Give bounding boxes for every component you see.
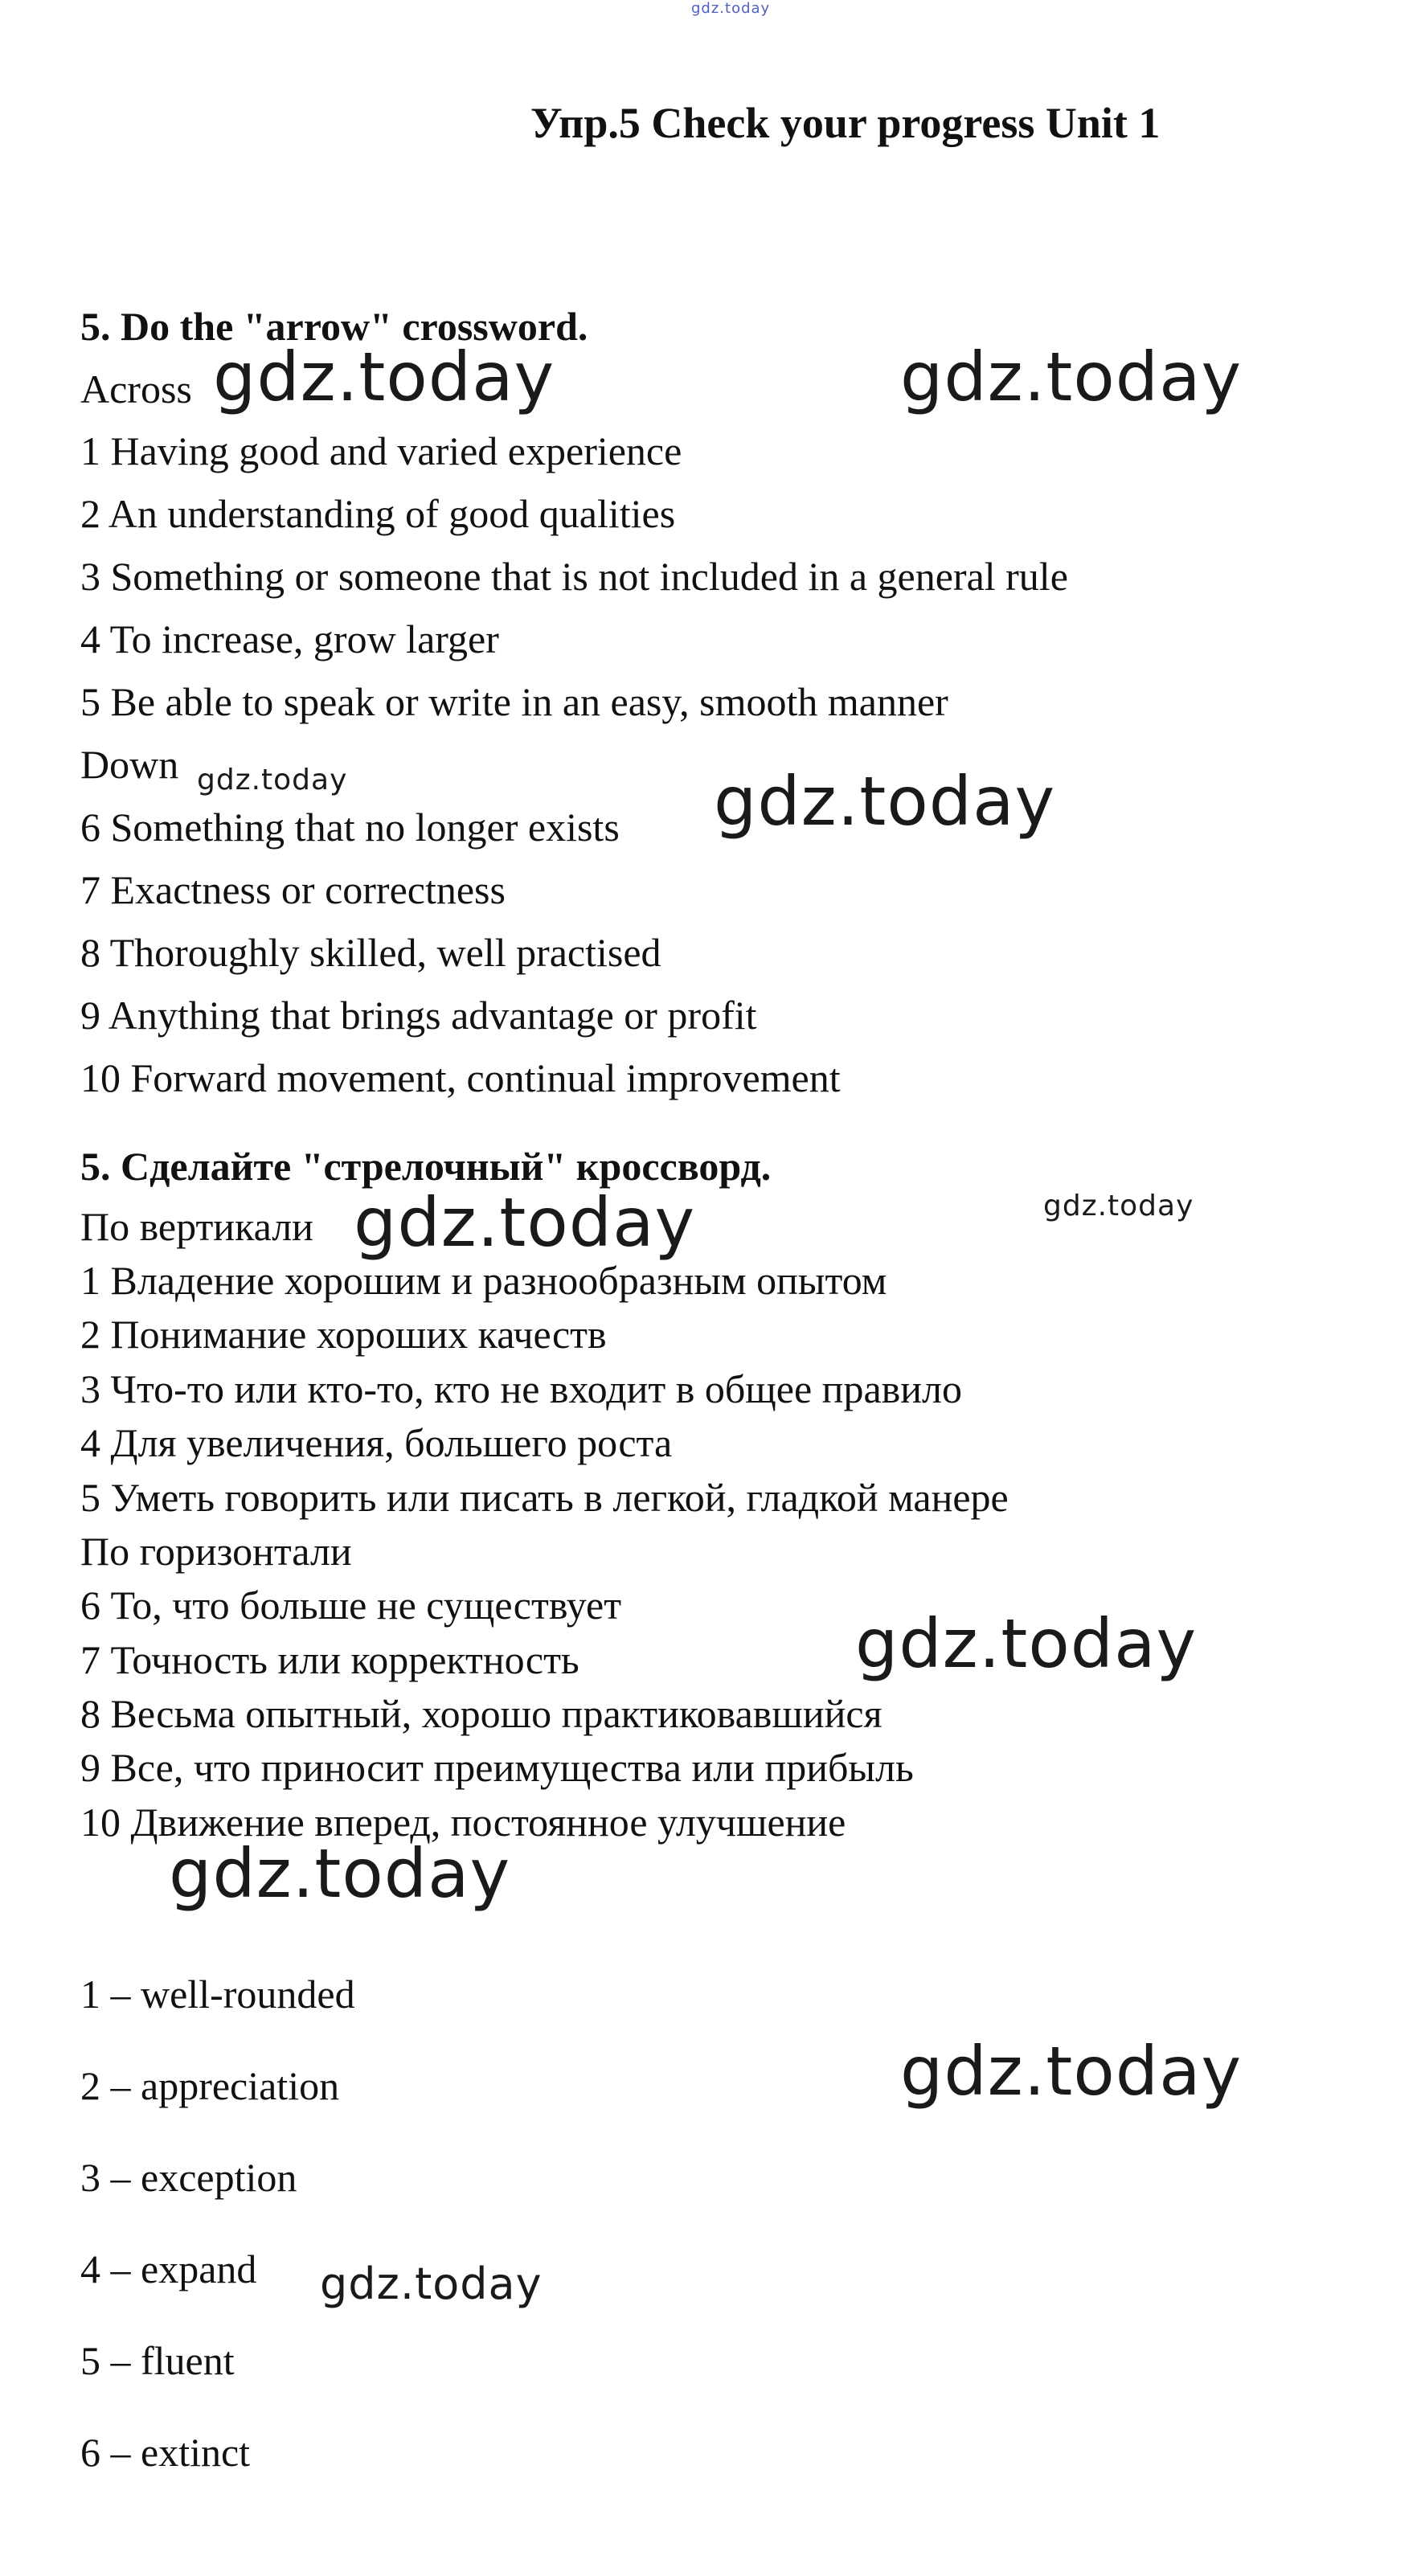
down-item-10: 10 Forward movement, continual improvement	[80, 1055, 841, 1100]
answer-5: 5 – fluent	[80, 2338, 235, 2383]
across-item-2: 2 An understanding of good qualities	[80, 491, 676, 536]
across-item-4: 4 To increase, grow larger	[80, 616, 499, 661]
answer-6: 6 – extinct	[80, 2430, 251, 2475]
page-title: Упр.5 Check your progress Unit 1	[530, 99, 1161, 147]
watermark-5: gdz.today	[354, 1183, 696, 1262]
watermark-1: gdz.today	[213, 338, 555, 416]
horizontal-item-10: 10 Движение вперед, постоянное улучшение	[80, 1800, 846, 1845]
russian-heading: 5. Сделайте "стрелочный" кроссворд.	[80, 1144, 772, 1189]
answer-3: 3 – exception	[80, 2155, 297, 2200]
horizontal-item-6: 6 То, что больше не существует	[80, 1583, 622, 1628]
vertical-item-2: 2 Понимание хороших качеств	[80, 1312, 607, 1357]
down-label: Down	[80, 742, 179, 787]
watermark-10: gdz.today	[320, 2259, 543, 2309]
watermark-6: gdz.today	[1043, 1190, 1194, 1222]
down-item-6: 6 Something that no longer exists	[80, 805, 620, 850]
watermark-top: gdz.today	[691, 0, 771, 17]
down-item-9: 9 Anything that brings advantage or profit	[80, 993, 757, 1038]
english-heading: 5. Do the "arrow" crossword.	[80, 304, 588, 349]
across-item-5: 5 Be able to speak or write in an easy, smooth manner	[80, 679, 948, 724]
vertical-item-5: 5 Уметь говорить или писать в легкой, гладкой манере	[80, 1475, 1009, 1520]
across-item-3: 3 Something or someone that is not included in a general rule	[80, 554, 1068, 599]
vertical-item-4: 4 Для увеличения, большего роста	[80, 1420, 673, 1465]
horizontal-item-7: 7 Точность или корректность	[80, 1637, 579, 1682]
answer-1: 1 – well-rounded	[80, 1972, 355, 2017]
vertical-item-1: 1 Владение хорошим и разнообразным опытом	[80, 1258, 887, 1303]
watermark-9: gdz.today	[900, 2032, 1243, 2111]
watermark-7: gdz.today	[855, 1604, 1198, 1683]
down-item-8: 8 Thoroughly skilled, well practised	[80, 930, 661, 975]
answer-2: 2 – appreciation	[80, 2063, 340, 2108]
watermark-4: gdz.today	[714, 762, 1056, 841]
horizontal-label: По горизонтали	[80, 1529, 352, 1574]
down-item-7: 7 Exactness or correctness	[80, 867, 506, 912]
watermark-8: gdz.today	[169, 1834, 511, 1913]
watermark-2: gdz.today	[900, 338, 1243, 416]
vertical-label: По вертикали	[80, 1204, 313, 1249]
across-label: Across	[80, 367, 192, 412]
horizontal-item-8: 8 Весьма опытный, хорошо практиковавшийся	[80, 1691, 882, 1736]
answer-4: 4 – expand	[80, 2246, 257, 2291]
horizontal-item-9: 9 Все, что приносит преимущества или прибыль	[80, 1745, 914, 1790]
vertical-item-3: 3 Что-то или кто-то, кто не входит в общее правило	[80, 1366, 962, 1411]
watermark-3: gdz.today	[197, 764, 348, 797]
across-item-1: 1 Having good and varied experience	[80, 428, 682, 473]
